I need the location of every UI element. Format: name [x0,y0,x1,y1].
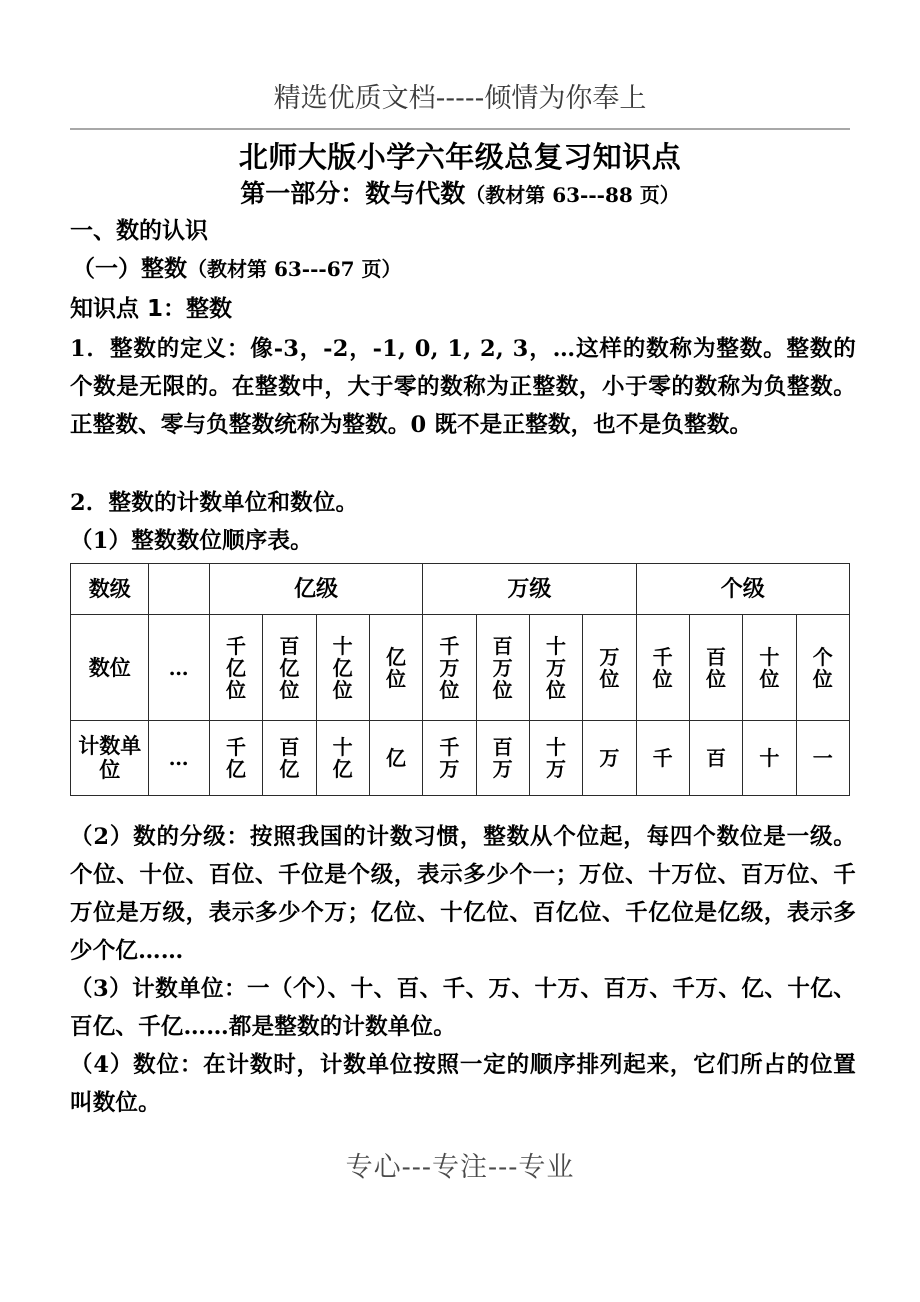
place-stack-0 [226,635,246,701]
document-title: 北师大版小学六年级总复习知识点 [238,140,682,174]
place-stack-0-char: 位 [226,677,247,702]
place-stack-5-char: 百 [492,633,513,658]
place-stack-5-char: 万 [492,655,513,680]
table-cell-place [369,615,422,721]
digit-place-value-table [70,563,850,796]
table-cell-unit [796,721,850,796]
place-stack-10-char: 位 [759,666,780,691]
unit-stack-10 [759,747,779,769]
place-stack-8 [653,646,673,690]
table-cell-place [583,615,636,721]
table-cell-level-yi: 亿级 [209,564,422,615]
table-cell-unit [316,721,369,796]
table-cell-row-label-level [71,564,149,615]
unit-stack-2-char: 亿 [332,757,353,781]
unit-stack-5-char: 百 [492,735,513,759]
unit-stack-7 [599,747,619,769]
table-cell-unit [423,721,476,796]
unit-stack-4 [439,736,459,780]
table-cell-place [423,615,476,721]
integers-heading-paren: （教材第 63---67 页） [187,257,402,281]
paragraph-table-label: （1）整数数位顺序表。 [70,528,313,554]
table-cell-place [689,615,742,721]
table-cell-place [796,615,850,721]
unit-stack-0-char: 千 [226,735,247,759]
place-stack-2-char: 十 [332,633,353,658]
unit-stack-1-char: 百 [279,735,300,759]
table-cell-unit [209,721,262,796]
place-stack-1 [279,635,299,701]
place-stack-3 [386,646,406,690]
place-stack-4-char: 千 [439,633,460,658]
place-stack-8-char: 位 [652,666,673,691]
place-stack-2 [333,635,353,701]
place-stack-7 [599,646,619,690]
unit-stack-9 [706,747,726,769]
place-stack-11-char: 位 [812,666,833,691]
unit-stack-11-char: 一 [812,746,833,770]
place-stack-3-char: 亿 [386,644,407,669]
unit-stack-3-char: 亿 [386,746,407,770]
paragraph-counting-unit-heading: 2．整数的计数单位和数位。 [70,490,359,516]
place-stack-4 [439,635,459,701]
table-cell-unit [529,721,582,796]
table-cell-place [209,615,262,721]
paragraph-integer-definition: 1．整数的定义：像-3，-2，-1, 0, 1, 2, 3，…这样的数称为整数。整数的个数是无限的。在整数中，大于零的数称为正整数，小于零的数称为负整数。正整数、零与负整数统称为整数。0 既不是正整数，也不是负整数。 [70,336,856,438]
place-stack-9-char: 百 [706,644,726,669]
place-stack-11-char: 个 [812,644,833,669]
place-stack-10 [759,646,779,690]
footer-slogan: 专心---专注---专业 [345,1152,575,1183]
place-stack-3-char: 位 [386,666,407,691]
ellipsis-unit: … [168,746,190,770]
table-cell-row-label-unit [71,721,149,796]
unit-stack-0-char: 亿 [226,757,247,781]
section-heading-number-recognition: 一、数的认识 [70,218,208,244]
unit-stack-2 [333,736,353,780]
paragraph-digit-places: （4）数位：在计数时，计数单位按照一定的顺序排列起来，它们所占的位置叫数位。 [70,1052,856,1116]
section-heading-knowledge-point-1: 知识点 1：整数 [70,296,233,322]
table-cell-unit [476,721,529,796]
table-cell-unit-ellipsis [149,721,209,796]
place-stack-9-char: 位 [706,666,726,691]
place-stack-5 [493,635,513,701]
unit-stack-6-char: 十 [546,735,566,759]
place-stack-2-char: 位 [332,677,353,702]
unit-stack-4-char: 千 [439,735,460,759]
integers-heading-bold: （一）整数 [72,256,187,282]
unit-stack-2-char: 十 [332,735,353,759]
table-cell-place-ellipsis [149,615,209,721]
table-cell-level-wan: 万级 [423,564,636,615]
unit-stack-9-char: 百 [706,746,726,770]
table-cell-unit [583,721,636,796]
place-stack-6-char: 位 [546,677,566,702]
unit-stack-4-char: 万 [439,757,460,781]
place-stack-6 [546,635,566,701]
table-cell-place [743,615,796,721]
table-cell-level-ge: 个级 [636,564,849,615]
table-cell-unit [743,721,796,796]
header-divider-rule [70,128,850,130]
table-cell-place [316,615,369,721]
table-cell-unit [636,721,689,796]
table-cell-place [263,615,316,721]
place-stack-1-char: 位 [279,677,300,702]
subtitle-bold-part: 第一部分：数与代数 [240,179,466,208]
place-stack-0-char: 亿 [226,655,247,680]
label-unit [78,733,141,782]
unit-stack-1 [279,736,299,780]
table-cell-unit [369,721,422,796]
table-cell-unit [689,721,742,796]
place-stack-11 [813,646,833,690]
table-cell-unit [263,721,316,796]
unit-stack-6-char: 万 [546,757,566,781]
place-stack-2-char: 亿 [332,655,353,680]
unit-stack-11 [813,747,833,769]
unit-stack-8 [653,747,673,769]
paragraph-counting-units-list: （3）计数单位：一（个）、十、百、千、万、十万、百万、千万、亿、十亿、百亿、千亿……都是整数的计数单位。 [70,976,856,1040]
unit-stack-5-char: 万 [492,757,513,781]
unit-stack-6 [546,736,566,780]
unit-stack-8-char: 千 [652,746,673,770]
label-place: 数位 [88,654,131,680]
watermark-text: 精选优质文档-----倾情为你奉上 [273,83,647,114]
unit-stack-10-char: 十 [759,746,780,770]
label-unit-line2: 单位 [99,733,142,782]
table-cell-place [636,615,689,721]
place-stack-10-char: 十 [759,644,780,669]
place-stack-6-char: 万 [546,655,566,680]
subtitle-paren-part: （教材第 63---88 页） [465,183,680,207]
section-heading-integers [72,254,402,284]
unit-stack-0 [226,736,246,780]
table-cell-row-label-place [71,615,149,721]
document-subtitle [0,176,920,213]
unit-stack-5 [493,736,513,780]
place-stack-1-char: 百 [279,633,300,658]
place-stack-7-char: 万 [599,644,620,669]
place-stack-1-char: 亿 [279,655,300,680]
place-stack-9 [706,646,726,690]
unit-stack-1-char: 亿 [279,757,300,781]
table-row-level [71,564,850,615]
place-stack-7-char: 位 [599,666,620,691]
table-cell-level-blank [149,564,209,615]
unit-stack-7-char: 万 [599,746,620,770]
place-stack-4-char: 位 [439,677,460,702]
place-stack-5-char: 位 [492,677,513,702]
table-cell-place [529,615,582,721]
ellipsis-place: … [168,655,190,680]
label-level: 数级 [88,576,131,601]
label-unit-line1: 计数 [78,733,121,758]
unit-stack-3 [386,747,406,769]
place-stack-6-char: 十 [546,633,566,658]
paragraph-number-grading: （2）数的分级：按照我国的计数习惯，整数从个位起，每四个数位是一级。个位、十位、百位、千位是个级，表示多少个一；万位、十万位、百万位、千万位是万级，表示多少个万；亿位、十亿位、百亿位、千亿位是亿级，表示多少个亿…… [70,824,856,964]
place-stack-0-char: 千 [226,633,247,658]
place-stack-4-char: 万 [439,655,460,680]
table-row-place [71,615,850,721]
table-cell-place [476,615,529,721]
table-row-unit [71,721,850,796]
place-stack-8-char: 千 [652,644,673,669]
